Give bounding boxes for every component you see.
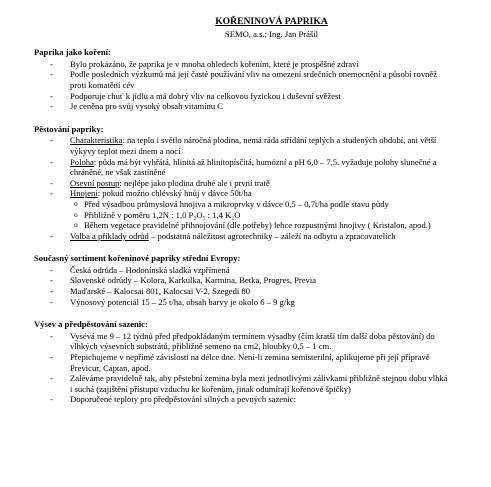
item-label: Poloha [70,156,94,167]
fertilizer-sublist [70,199,451,231]
sublist-item: o Před výsadbou průmyslová hnojiva a mikroprvky v dávce 0,5 – 0,7t/ha podle stavu půdy [70,199,451,210]
sublist-item: o Přibližně v poměru 1,2N : 1,0 P₂O₅ : 1,4 K₂O [70,210,451,221]
section-heading-growing: Pěstování papriky: [34,123,104,134]
list-item: - Poloha: půda má být vyhřátá, hlinitá až hlinitopísčitá, humózní a pH 6,0 – 7,5. vyžaduje polohy slunečné a chráněné, ne však zastíněné [34,157,451,178]
list-item: - Přepichujeme v nepřímé závislosti na délce dne. Není-li zemina semisterilní, aplikujeme při její přípravě Previcur, Captan, apod. [34,352,451,373]
list-item: - Vysévá me 9 – 12 týdnů před předpokládaným termínem výsadby (čím kratší tím další doba pěstování) do vlhkých výsevních substrátů, přibližně semeno na cm2, hloubky 0,5 – 1 cm. [34,331,451,352]
list-item: - Hnojení: pokud možno chlévský hnůj v dávce 50t/ha o Před výsadbou průmyslová hnojiva a mikroprvky v dávce 0,5 – 0,7t/ha podle stavu půdy o Přibližně v poměru 1,2N : 1,0 P₂O₅ : 1,4 K₂O o Během vegetace pravidelné přihnojování (dle potřeby) lehce rozpustnými hnojivy ( Kristalon, apod.) [34,188,451,230]
section-heading-assortment: Současný sortiment kořeninové papriky střední Evropy: [34,253,241,264]
list-item: - Doporučené teploty pro předpěstování silných a pevných sazenic: [34,394,451,405]
item-label: Volba a příklady odrůd [70,230,149,241]
sublist-item: o Během vegetace pravidelné přihnojování (dle potřeby) lehce rozpustnými hnojivy ( Kristalon, apod.) [70,220,451,231]
section-heading-sowing: Výsev a předpěstování sazenic: [34,319,148,330]
list-item: - Česká odrůda – Hodonínská sladká vzpřímená [34,265,451,276]
item-label: Osevní postup [70,177,120,188]
list-item: - Bylo prokázáno, že paprika je v mnoha ohledech kořením, které je prospěšné zdraví [34,59,451,70]
list-item: - Maďarské – Kalocsai 801, Kalocsai V-2, Szegedi 80 [34,286,451,297]
growing-list [34,135,469,241]
list-item: - Slovenské odrůdy – Kolora, Karkulka, Karmina, Betka, Progres, Previa [34,275,451,286]
section-heading-spice: Paprika jako koření: [34,47,111,58]
list-item: - Zaléváme pravidelně tak, aby pěstební zemina byla mezi jednotlivými zálivkami přibližně stejnou dobu vlhká i suchá (zajištění přístupu vzduchu ke kořenům, jinak odumírají kořenové špičky) [34,373,451,394]
list-item: - Podle posledních výzkumů má její časté používání vliv na omezení srdečních onemocnění a působí rovněž proti komatění cév [34,69,451,90]
document-subtitle: SEMO, a.s.; Ing. Jan Prášil [224,28,319,39]
item-label: Hnojení [70,188,98,199]
list-item: - Výnosový potenciál 15 – 25 t/ha, obsah barvy je okolo 6 – 9 g/kg [34,297,451,308]
list-item: - Volba a příklady odrůd – podstatná náležitost agrotechniky – záleží na odbytu a zpracovatelích [34,231,451,242]
list-item: - Charakteristika: na teplo i světlo náročná plodina, nemá ráda střídání teplých a studených období, ani větší výkyvy teplot mezi dnem a nocí [34,135,451,156]
spice-list [34,59,469,112]
item-label: Charakteristika [70,135,123,146]
document-title: KOŘENINOVÁ PAPRIKA [215,16,328,27]
sowing-list [34,331,469,405]
assortment-list [34,265,469,307]
list-item: - Podporuje chuť k jídlu a má dobrý vliv na celkovou fyzickou i duševní svěžest [34,91,451,102]
list-item: - Je ceněna pro svůj vysoký obsah vitamínu C [34,101,451,112]
list-item: - Osevní postup: nejlépe jako plodina druhé ale i první tratě [34,178,451,189]
